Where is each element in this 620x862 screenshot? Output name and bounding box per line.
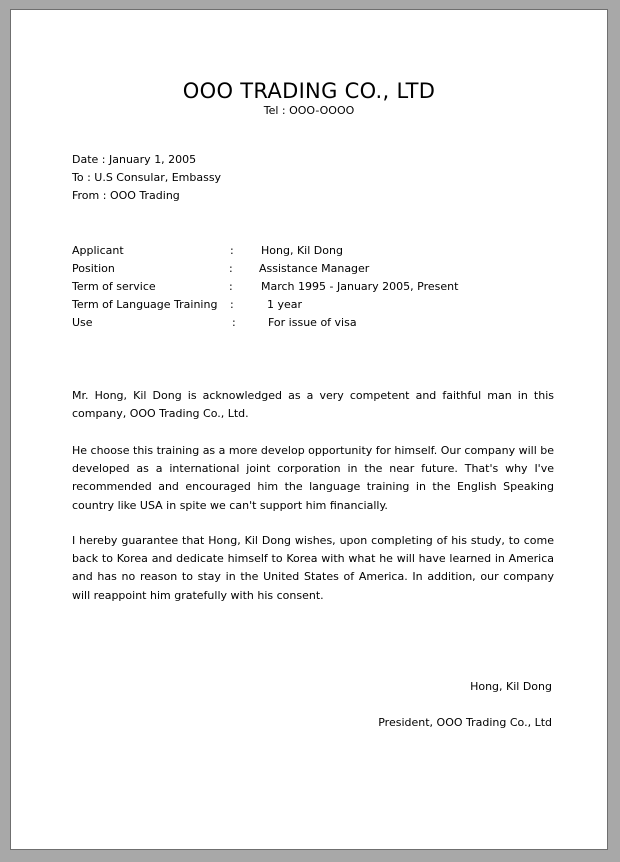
info-row-term-of-service bbox=[72, 280, 492, 294]
info-colon: : bbox=[229, 262, 233, 275]
body-paragraph: I hereby guarantee that Hong, Kil Dong wishes, upon completing of his study, to come back to Korea and dedicate himself to Korea with what he will have learned in America and has no reason to stay in the United States of America. In addition, our company will reappoint him gratefully with his consent. bbox=[72, 534, 554, 602]
document-page bbox=[10, 9, 608, 850]
info-key: Term of Language Training bbox=[72, 298, 218, 311]
signature-name: Hong, Kil Dong bbox=[470, 680, 552, 693]
info-colon: : bbox=[230, 298, 234, 311]
info-value: Hong, Kil Dong bbox=[261, 244, 343, 257]
info-key: Use bbox=[72, 316, 93, 329]
company-tel: Tel : OOO-OOOO bbox=[263, 104, 355, 117]
signature-title: President, OOO Trading Co., Ltd bbox=[378, 716, 552, 729]
info-key: Applicant bbox=[72, 244, 124, 257]
body-paragraph: He choose this training as a more develop opportunity for himself. Our company will be developed as a international joint corporation in the near future. That's why I've recommended and encouraged him the language training in the English Speaking country like USA in spite we can't support him financially. bbox=[72, 444, 554, 512]
info-colon: : bbox=[229, 280, 233, 293]
info-value: Assistance Manager bbox=[259, 262, 370, 275]
info-key: Term of service bbox=[72, 280, 156, 293]
body-paragraph: Mr. Hong, Kil Dong is acknowledged as a very competent and faithful man in this company, OOO Trading Co., Ltd. bbox=[72, 389, 554, 421]
info-colon: : bbox=[232, 316, 236, 329]
letter-to: To : U.S Consular, Embassy bbox=[72, 171, 222, 184]
info-value: March 1995 - January 2005, Present bbox=[261, 280, 459, 293]
info-key: Position bbox=[72, 262, 115, 275]
info-value: For issue of visa bbox=[268, 316, 357, 329]
info-row-position bbox=[72, 262, 492, 276]
info-row-applicant bbox=[72, 244, 492, 258]
info-colon: : bbox=[230, 244, 234, 257]
info-value: 1 year bbox=[267, 298, 303, 311]
info-row-use bbox=[72, 316, 492, 330]
letter-date: Date : January 1, 2005 bbox=[72, 153, 197, 166]
company-name: OOO TRADING CO., LTD bbox=[182, 79, 436, 103]
info-row-language-training bbox=[72, 298, 492, 312]
letter-from: From : OOO Trading bbox=[72, 189, 180, 202]
